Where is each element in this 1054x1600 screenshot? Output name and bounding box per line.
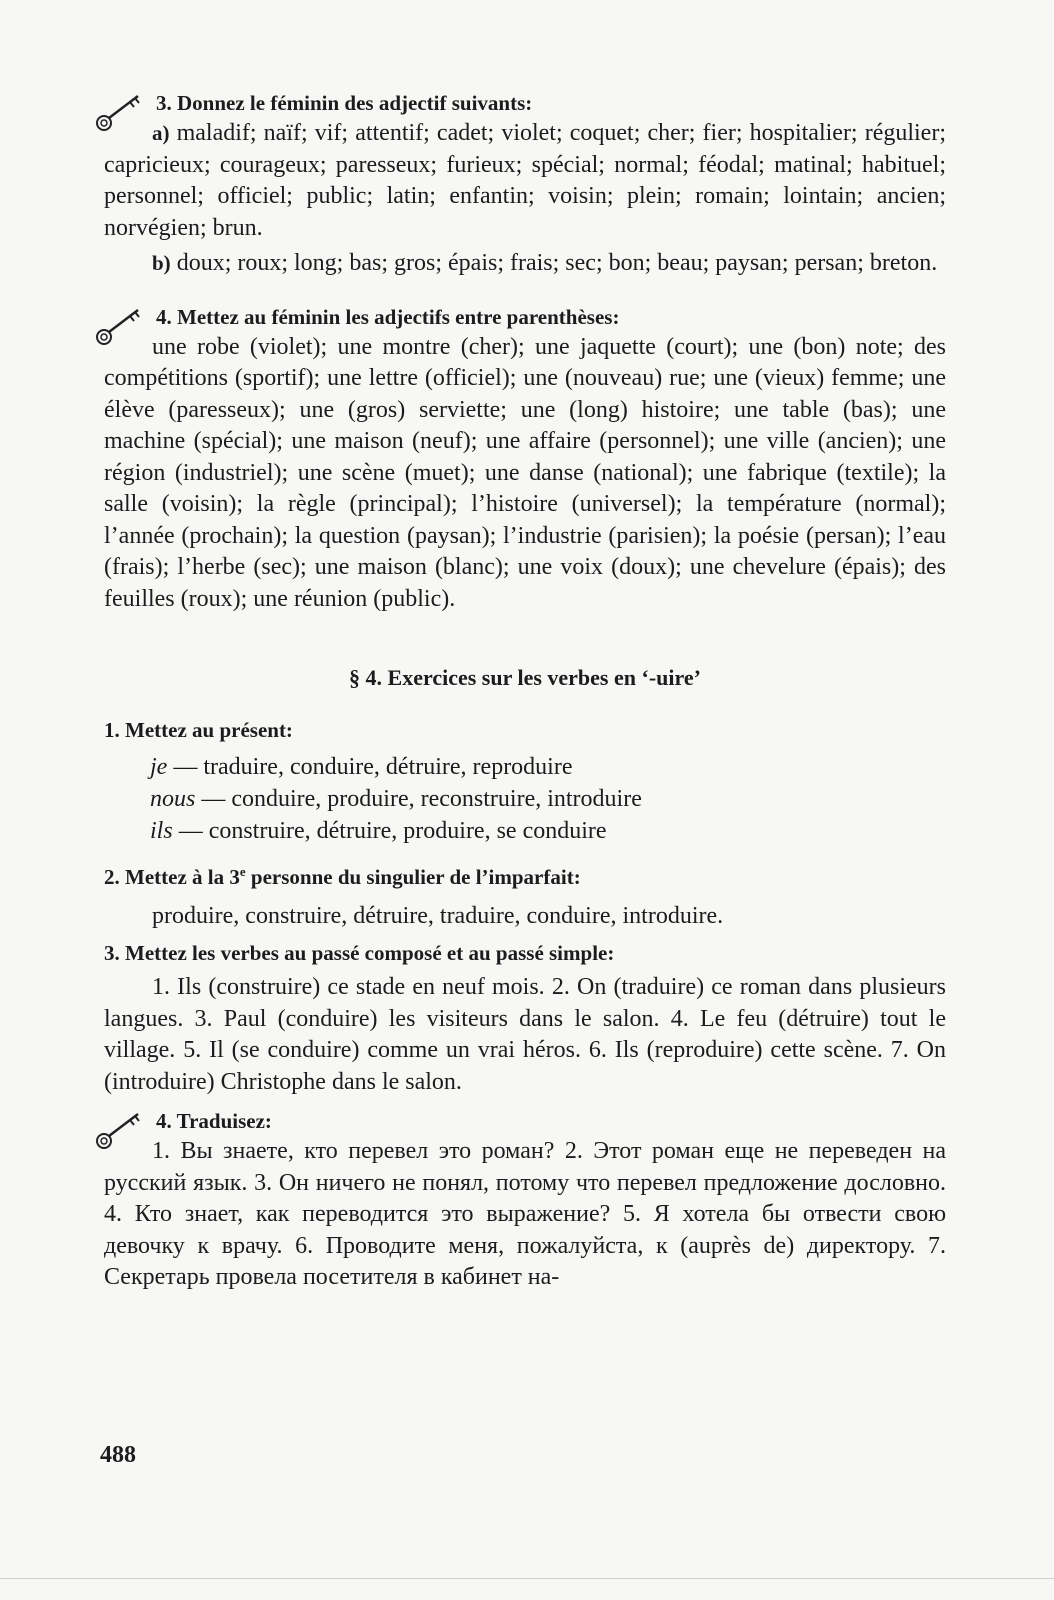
exercise-4-body: une robe (violet); une montre (cher); une jaquette (court); une (bon) note; des compétitions (sportif); une lettre (officiel); une (nouveau) rue; une (vieux) femme; une élève (paresseux); une (gros) serviette; une (long) histoire; une table (bas); une machine (spécial); une maison (neuf); une affaire (personnel); une ville (ancien); une région (industriel); une scène (muet); une danse (national); une fabrique (textile); la salle (voisin); la règle (principal); l’histoire (universel); la température (normal); l’année (prochain); la question (paysan); l’industrie (parisien); la poésie (persan); l’eau (frais); l’herbe (sec); une maison (blanc); une voix (doux); une chevelure (épais); des feuilles (roux); une réunion (public). <box>104 333 946 612</box>
verbs: — traduire, conduire, détruire, reproduire <box>173 754 573 780</box>
bottom-rule <box>0 1578 1054 1579</box>
pronoun: ils <box>150 818 173 844</box>
page-content <box>104 88 946 1294</box>
section-exercise-3 <box>104 938 946 1098</box>
section-exercise-1-title: 1. Mettez au présent: <box>104 718 293 742</box>
verb-list <box>150 751 946 847</box>
pronoun: nous <box>150 786 196 812</box>
key-icon <box>92 306 144 348</box>
exercise-3-part-b <box>104 248 946 280</box>
exercise-3-title: 3. Donnez le féminin des adjectif suivants: <box>156 91 533 115</box>
section-exercise-4 <box>104 1106 946 1294</box>
section-exercise-1 <box>104 715 946 847</box>
title-part: personne du singulier de l’imparfait: <box>245 865 581 889</box>
verbs: — construire, détruire, produire, se conduire <box>178 818 607 844</box>
section-exercise-4-title: 4. Traduisez: <box>156 1109 272 1133</box>
verbs: — conduire, produire, reconstruire, introduire <box>201 786 642 812</box>
part-b-label: b) <box>152 251 171 275</box>
key-icon <box>92 92 144 134</box>
verb-row <box>150 751 946 783</box>
exercise-4 <box>104 302 946 616</box>
exercise-3 <box>104 88 946 280</box>
title-superscript: e <box>239 864 246 879</box>
exercise-3-body <box>104 118 946 280</box>
section-exercise-2 <box>104 857 946 932</box>
pronoun: je <box>150 754 168 780</box>
exercise-3-part-a <box>104 118 946 244</box>
section-exercise-2-title <box>104 857 946 892</box>
part-b-text: doux; roux; long; bas; gros; épais; frais; sec; bon; beau; paysan; persan; breton. <box>176 250 938 276</box>
part-a-text: maladif; naïf; vif; attentif; cadet; violet; coquet; cher; fier; hospitalier; régulier; capricieux; courageux; paresseux; furieux; spécial; normal; féodal; matinal; habituel; personnel; officiel; public; latin; enfantin; voisin; plein; romain; lointain; ancien; norvégien; brun. <box>104 120 946 241</box>
section-exercise-2-body: produire, construire, détruire, traduire, conduire, introduire. <box>152 903 724 929</box>
verb-row <box>150 783 946 815</box>
page-number: 488 <box>100 1442 136 1468</box>
section-exercise-3-title: 3. Mettez les verbes au passé composé et au passé simple: <box>104 941 615 965</box>
exercise-4-title: 4. Mettez au féminin les adjectifs entre parenthèses: <box>156 304 620 329</box>
verb-row <box>150 815 946 847</box>
title-part: 2. Mettez à la 3 <box>104 865 240 889</box>
section-title: § 4. Exercices sur les verbes en ‘-uire’ <box>349 665 701 690</box>
section-exercise-4-body: 1. Вы знаете, кто перевел это роман? 2. Этот роман еще не переведен на русский язык. 3. Он ничего не понял, потому что перевел предложение дословно. 4. Кто знает, как переводится это выражение? 5. Я хотела бы отвести свою девочку к врачу. 6. Проводите меня, пожалуйста, к (auprès de) директору. 7. Секретарь провела посетителя в кабинет на- <box>104 1138 946 1290</box>
section-exercise-3-body: 1. Ils (construire) ce stade en neuf mois. 2. On (traduire) ce roman dans plusieurs langues. 3. Paul (conduire) les visiteurs dans le salon. 4. Le feu (détruire) tout le village. 5. Il (se conduire) comme un vrai héros. 6. Ils (reproduire) cette scène. 7. On (introduire) Christophe dans le salon. <box>104 974 946 1095</box>
key-icon <box>92 1110 144 1152</box>
part-a-label: a) <box>152 121 170 145</box>
